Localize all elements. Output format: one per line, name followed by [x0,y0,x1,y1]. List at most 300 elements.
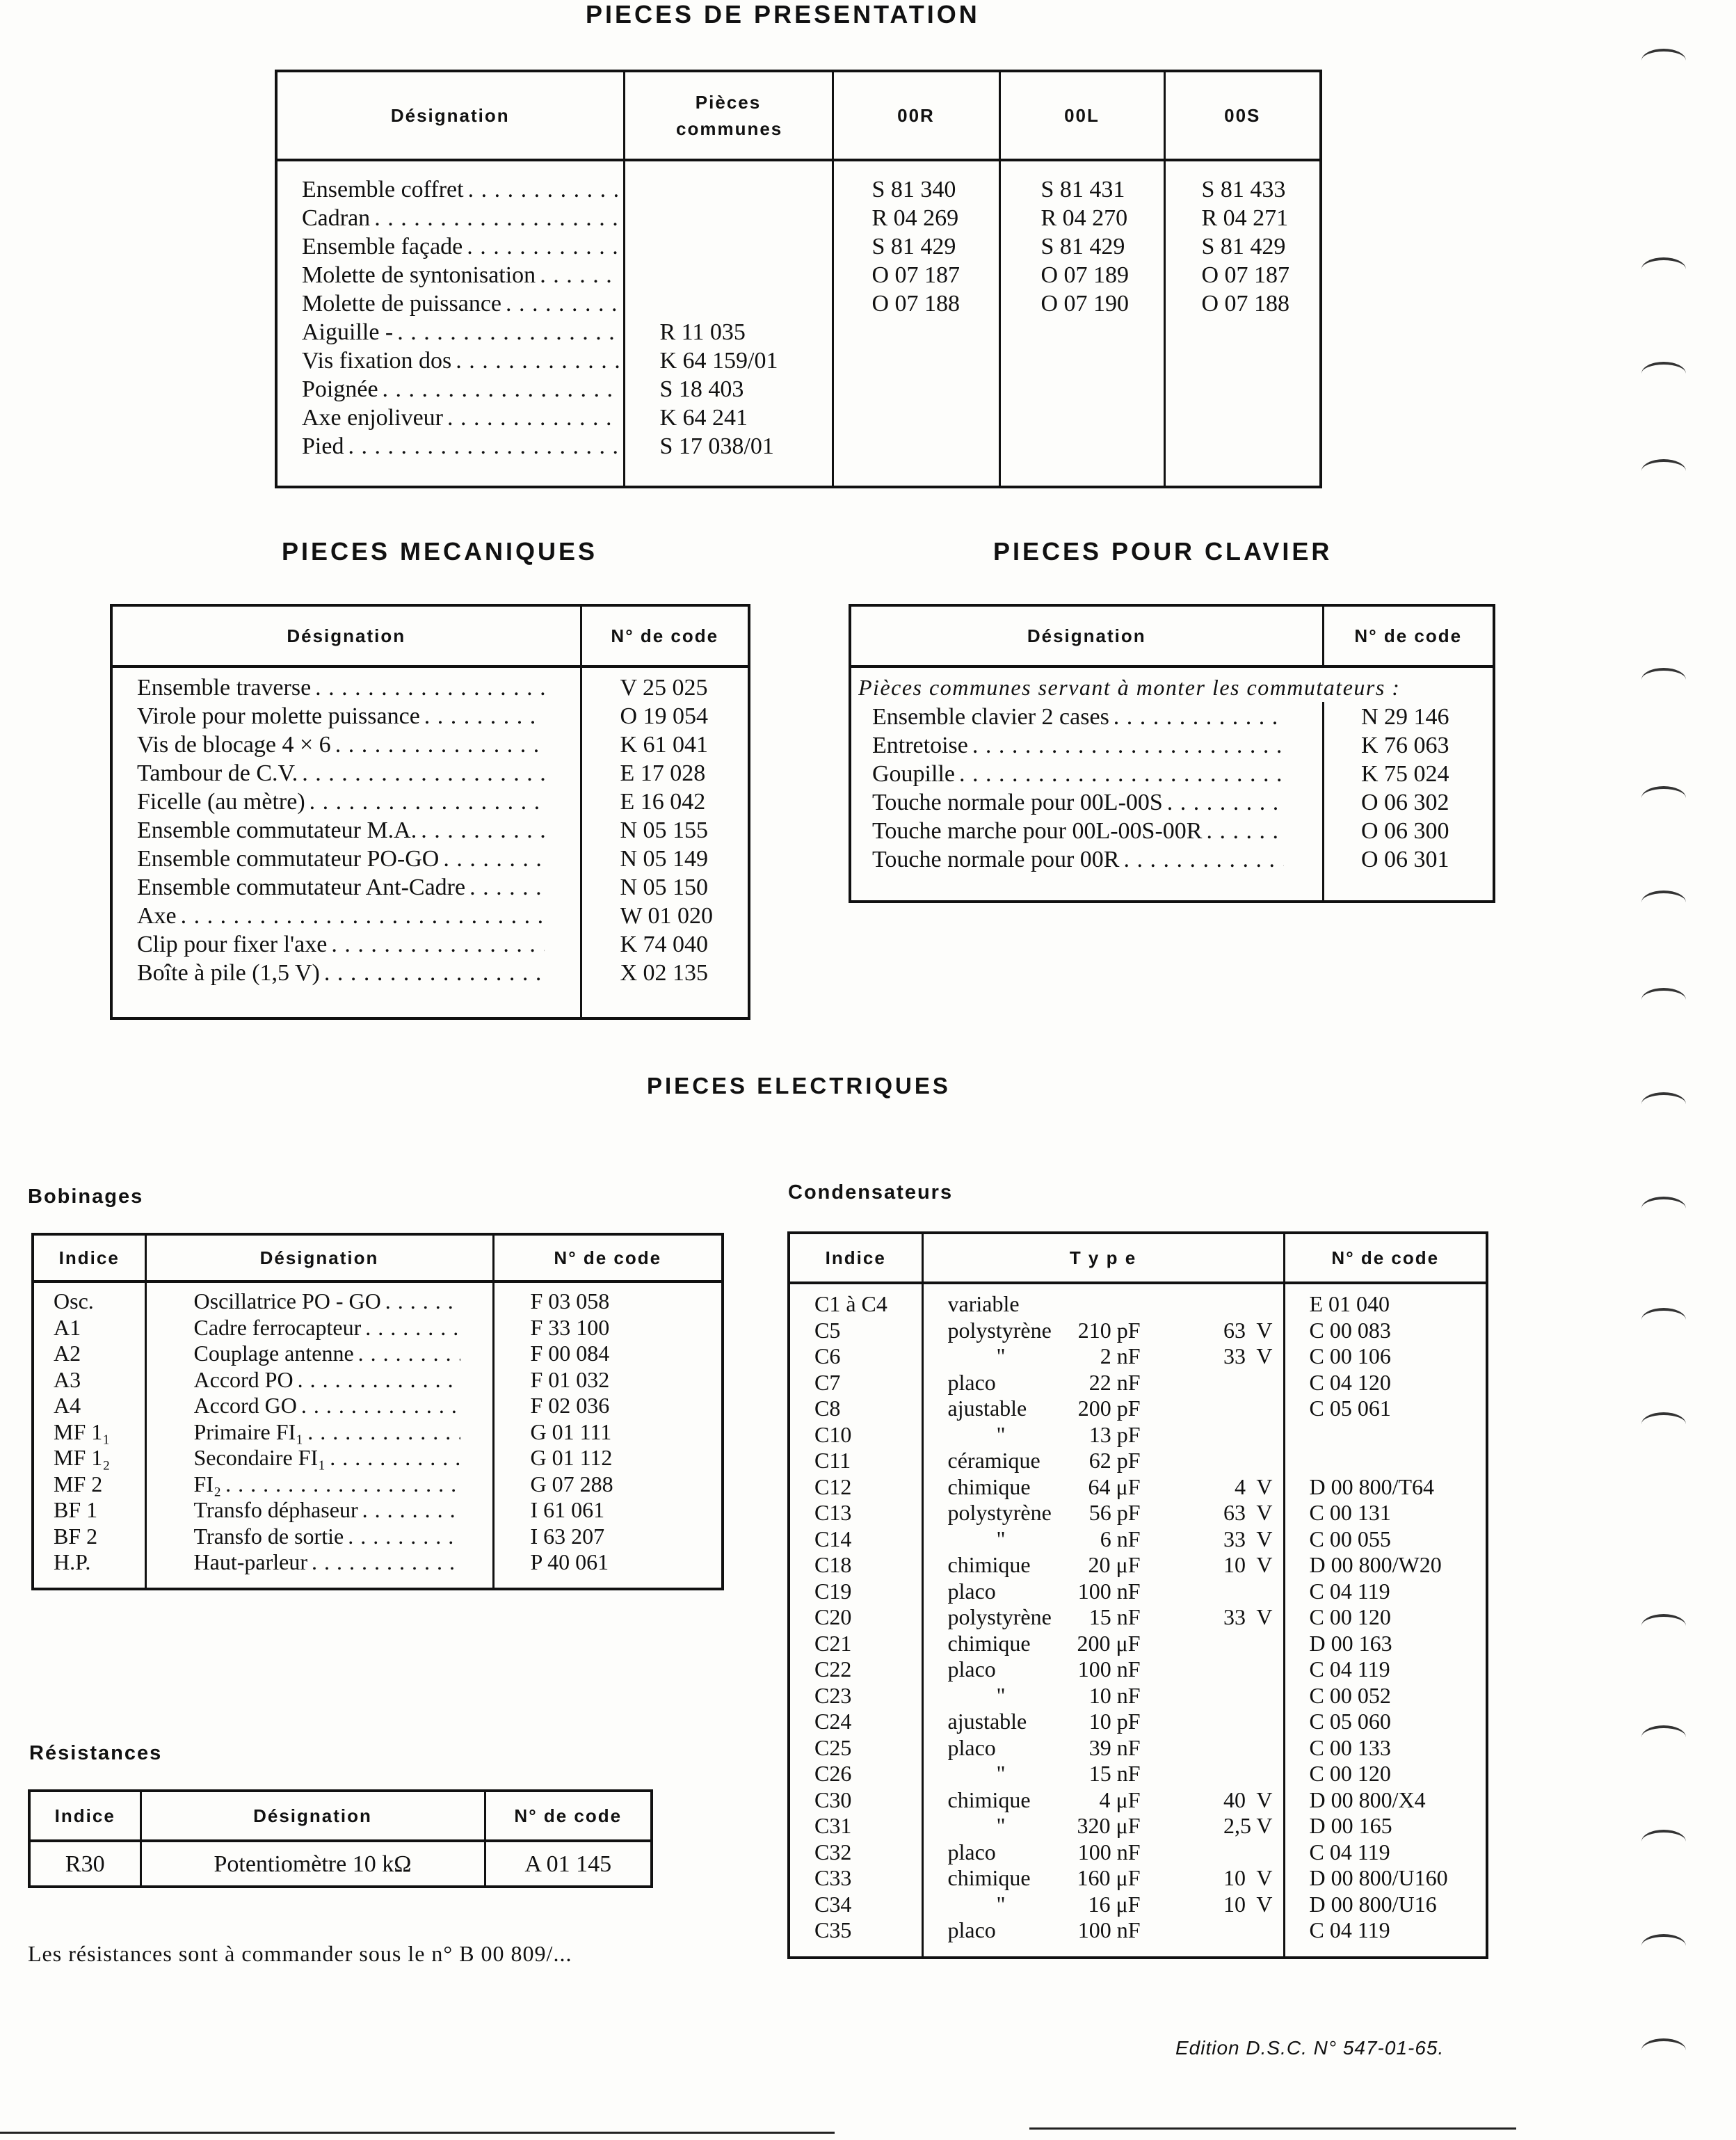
condensateurs-row-indice: C11 [814,1448,851,1473]
mecaniques-row-designation: Virole pour molette puissance . . . [137,702,549,730]
condensateurs-row-type [948,1839,1283,1866]
condensateurs-row-code: D 00 800/T64 [1309,1474,1435,1499]
presentation-row-00r: R 04 269 [871,205,959,231]
bobinages-row-designation: Cadre ferrocapteur . . . [194,1315,465,1341]
mecaniques-table [110,604,750,1020]
presentation-row-communes [660,232,832,261]
condensateurs-row-code: C 04 119 [1309,1839,1390,1864]
condensateur-voltage: 4 V [1234,1474,1273,1499]
presentation-row-00l [1041,404,1164,432]
condensateurs-row-code: C 04 120 [1309,1369,1391,1395]
mecaniques-row-designation: Axe . . . [137,902,549,930]
bobinages-row-designation: Transfo de sortie . . . [194,1524,465,1550]
bobinages-row-indice: Osc. [54,1288,94,1313]
bobinages-row-code: F 00 084 [530,1341,610,1366]
mecaniques-row-code: W 01 020 [620,903,713,929]
condensateurs-row-code: C 00 120 [1309,1604,1391,1629]
condensateurs-row-type [948,1865,1283,1892]
bottom-rule-right [1029,2127,1516,2130]
condensateurs-row-indice: C8 [814,1396,841,1421]
presentation-row-designation: Ensemble façade . . . [302,232,623,261]
resistances-row [29,1841,652,1887]
bobinages-row-designation: Accord GO . . . [194,1393,465,1419]
presentation-row-designation: Molette de syntonisation . . . [302,261,623,289]
condensateur-value: 39 nF [1088,1734,1141,1760]
mecaniques-row-code: V 25 025 [620,675,708,701]
header-type: T y p e [922,1233,1284,1283]
condensateurs-type-col [922,1283,1284,1958]
condensateur-kind: chimique [947,1630,1031,1656]
bottom-rule [0,2132,835,2134]
condensateur-kind: " [996,1891,1006,1917]
punch-hole-mark [1641,786,1686,810]
presentation-row-communes: S 17 038/01 [659,433,774,459]
mecaniques-row-code: K 61 041 [620,732,709,758]
bobinages-row-code: P 40 061 [530,1549,609,1574]
mecaniques-row-designation: Boîte à pile (1,5 V) . . . [137,959,549,987]
mecaniques-row-code: N 05 150 [620,875,709,900]
condensateurs-row-type [948,1892,1283,1918]
mecaniques-row-designation: Ensemble traverse . . . [137,673,549,702]
presentation-row-communes: K 64 159/01 [659,348,778,374]
presentation-row-communes [660,261,832,289]
presentation-row-00l: S 81 429 [1040,234,1125,259]
condensateurs-row-type [948,1709,1283,1735]
presentation-row-00r [872,318,999,346]
clavier-row-code: N 29 146 [1361,704,1449,730]
condensateur-kind: ajustable [947,1709,1027,1734]
condensateur-voltage: 63 V [1223,1317,1273,1343]
condensateur-kind: chimique [947,1787,1031,1812]
condensateurs-row-code [1310,1448,1486,1474]
mecaniques-title: PIECES MECANIQUES [282,537,598,566]
presentation-00s-col [1164,160,1321,487]
mecaniques-row-designation: Vis de blocage 4 × 6 . . . [137,730,549,759]
condensateurs-row-indice: C14 [814,1526,852,1551]
clavier-row-designation: Touche normale pour 00L-00S . . . [872,788,1288,817]
condensateur-kind: chimique [947,1552,1031,1577]
condensateurs-row-indice: C33 [814,1865,852,1890]
condensateurs-row-indice: C32 [814,1839,852,1864]
bobinages-title: Bobinages [28,1185,144,1208]
condensateur-value: 20 μF [1088,1552,1141,1577]
presentation-row-00s [1202,318,1320,346]
bobinages-table [31,1233,724,1590]
condensateur-kind: polystyrène [947,1604,1052,1629]
condensateurs-row-code: D 00 800/X4 [1309,1787,1426,1812]
mecaniques-row-designation: Ensemble commutateur Ant-Cadre . . . [137,873,549,902]
condensateurs-row-indice: C7 [814,1369,841,1395]
header-designation: Désignation [850,605,1323,666]
punch-hole-mark [1641,257,1686,281]
condensateurs-row-type [948,1683,1283,1709]
condensateurs-row-type [948,1813,1283,1839]
condensateurs-row-code: D 00 800/U160 [1309,1865,1448,1890]
condensateurs-row-type [948,1370,1283,1396]
presentation-row-00l: O 07 189 [1040,262,1130,288]
condensateur-voltage: 2,5 V [1223,1813,1273,1838]
resistances-note: Les résistances sont à commander sous le n° B 00 809/... [28,1941,572,1966]
presentation-row-00s: O 07 188 [1201,291,1290,317]
condensateurs-row-type [948,1761,1283,1787]
condensateur-value: 10 nF [1088,1682,1141,1708]
condensateur-kind: " [996,1682,1006,1708]
condensateurs-row-indice: C6 [814,1343,841,1368]
condensateurs-row-type [948,1396,1283,1422]
header-designation: Désignation [111,605,581,666]
condensateur-voltage: 33 V [1223,1526,1273,1551]
condensateur-value: 210 pF [1077,1317,1141,1343]
condensateur-value: 56 pF [1088,1500,1141,1525]
condensateur-value: 15 nF [1088,1761,1141,1786]
presentation-row-communes [660,204,832,232]
clavier-row-code: O 06 300 [1361,818,1449,844]
header-designation: Désignation [145,1234,493,1281]
bobinages-designation-col [145,1281,493,1589]
clavier-row-designation: Touche normale pour 00R . . . [872,845,1288,874]
presentation-row-designation: Ensemble coffret . . . [302,175,623,204]
condensateurs-table [787,1231,1488,1959]
mecaniques-row-code: N 05 155 [620,817,709,843]
bobinages-row-code: F 03 058 [530,1288,610,1313]
condensateurs-row-type [948,1579,1283,1605]
bobinages-row-code: F 02 036 [530,1393,610,1418]
bobinages-row-designation: Secondaire FI₁ . . . [194,1445,465,1471]
presentation-row-00s: S 81 429 [1201,234,1286,259]
bobinages-row-designation: Haut-parleur . . . [194,1549,465,1576]
condensateurs-row-indice: C13 [814,1500,852,1525]
header-designation: Désignation [276,71,624,160]
condensateur-kind: placo [947,1917,996,1942]
bobinages-row-indice: BF 2 [54,1523,98,1549]
presentation-row-00s [1202,346,1320,375]
clavier-row-designation: Ensemble clavier 2 cases . . . [872,703,1288,731]
bobinages-row-indice: BF 1 [54,1497,98,1522]
condensateurs-row-code: C 00 120 [1309,1761,1391,1786]
header-indice: Indice [29,1791,140,1841]
header-communes: Pièces communes [624,71,833,160]
condensateur-value: 10 pF [1088,1709,1141,1734]
condensateurs-row-indice: C10 [814,1421,852,1447]
condensateurs-row-code: D 00 165 [1309,1813,1392,1838]
condensateurs-row-type [948,1291,1283,1318]
bobinages-row-designation: Couplage antenne . . . [194,1341,465,1367]
condensateur-value: 200 μF [1077,1630,1141,1656]
punch-hole-mark [1641,459,1686,483]
condensateur-value: 100 nF [1077,1578,1141,1604]
bobinages-row-indice: H.P. [54,1549,91,1574]
bobinages-row-indice: MF 1₂ [54,1445,111,1470]
resistances-title: Résistances [29,1742,163,1764]
clavier-row-code: O 06 302 [1361,790,1449,815]
condensateurs-row-type [948,1656,1283,1683]
bobinages-row-code: I 63 207 [530,1523,605,1549]
condensateur-kind: " [996,1343,1006,1368]
punch-hole-mark [1641,362,1686,385]
condensateur-value: 160 μF [1077,1865,1141,1890]
condensateurs-row-type [948,1422,1283,1448]
header-indice: Indice [789,1233,922,1283]
condensateurs-row-code: C 00 083 [1309,1317,1391,1343]
resistances-row-indice: R30 [29,1841,140,1887]
condensateurs-row-type [948,1318,1283,1344]
presentation-row-00l [1041,346,1164,375]
header-code: N° de code [1323,605,1494,666]
presentation-title: PIECES DE PRESENTATION [586,0,980,29]
bobinages-row-indice: MF 1₁ [54,1419,111,1444]
presentation-row-communes: S 18 403 [659,376,744,402]
mecaniques-row-code: O 19 054 [620,703,709,729]
mecaniques-row-designation: Tambour de C.V. . . . [137,759,549,788]
clavier-row-designation: Touche marche pour 00L-00S-00R . . . [872,817,1288,845]
presentation-row-00r [872,432,999,461]
condensateur-value: 16 μF [1088,1891,1141,1917]
condensateur-kind: placo [947,1578,996,1604]
condensateurs-code-col [1284,1283,1487,1958]
mecaniques-row-designation: Ensemble commutateur M.A. . . . [137,816,549,845]
condensateurs-indice-col [789,1283,922,1958]
mecaniques-row-code: N 05 149 [620,846,709,872]
header-designation: Désignation [140,1791,485,1841]
mecaniques-row-designation: Ficelle (au mètre) . . . [137,788,549,816]
condensateurs-row-type [948,1787,1283,1814]
presentation-row-00r: S 81 429 [871,234,956,259]
presentation-row-00s [1202,375,1320,404]
header-00l: 00L [999,71,1164,160]
resistances-table [28,1789,653,1888]
bobinages-row-indice: MF 2 [54,1471,103,1496]
condensateurs-row-type [948,1552,1283,1579]
presentation-row-00r: O 07 187 [871,262,961,288]
punch-hole-mark [1641,1614,1686,1638]
condensateur-voltage: 10 V [1223,1552,1273,1577]
condensateurs-row-code: C 04 119 [1309,1656,1390,1682]
condensateurs-row-type [948,1631,1283,1657]
condensateurs-row-indice: C30 [814,1787,852,1812]
condensateurs-row-indice: C18 [814,1552,852,1577]
presentation-row-00r: S 81 340 [871,177,956,202]
condensateurs-row-type [948,1604,1283,1631]
condensateurs-row-code: E 01 040 [1309,1291,1390,1316]
condensateur-kind: chimique [947,1865,1031,1890]
condensateur-kind: " [996,1761,1006,1786]
condensateur-value: 2 nF [1100,1343,1141,1368]
condensateurs-row-indice: C21 [814,1630,852,1656]
condensateurs-row-indice: C22 [814,1656,852,1682]
punch-hole-mark [1641,2038,1686,2062]
condensateurs-row-type [948,1526,1283,1553]
condensateur-value: 4 μF [1099,1787,1141,1812]
presentation-row-communes: R 11 035 [659,319,746,345]
clavier-row-designation: Goupille . . . [872,760,1288,788]
condensateur-kind: variable [947,1291,1020,1316]
condensateur-kind: " [996,1526,1006,1551]
presentation-row-designation: Poignée . . . [302,375,623,404]
condensateurs-row-code: C 00 052 [1309,1682,1391,1708]
punch-hole-mark [1641,1830,1686,1853]
mecaniques-row-designation: Clip pour fixer l'axe . . . [137,930,549,959]
header-00s: 00S [1164,71,1321,160]
presentation-row-00r [872,404,999,432]
mecaniques-row-code: E 16 042 [620,789,706,815]
punch-hole-mark [1641,49,1686,72]
condensateur-value: 64 μF [1088,1474,1141,1499]
mecaniques-row-code: K 74 040 [620,932,709,957]
presentation-row-communes [660,289,832,318]
header-indice: Indice [33,1234,145,1281]
bobinages-row-indice: A3 [54,1366,81,1392]
condensateurs-row-code: C 00 106 [1309,1343,1391,1368]
bobinages-row-code: G 01 112 [530,1445,613,1470]
presentation-row-designation: Pied . . . [302,432,623,461]
condensateurs-row-indice: C23 [814,1682,852,1708]
condensateurs-row-indice: C1 à C4 [814,1291,887,1316]
condensateur-kind: placo [947,1656,996,1682]
condensateurs-row-code: C 04 119 [1309,1578,1390,1604]
presentation-row-00l [1041,432,1164,461]
condensateurs-row-code: D 00 800/U16 [1309,1891,1437,1917]
presentation-row-designation: Aiguille - . . . [302,318,623,346]
presentation-00l-col [999,160,1164,487]
punch-hole-mark [1641,891,1686,914]
clavier-intro: Pièces communes servant à monter les commutateurs : [858,675,1401,700]
condensateur-value: 200 pF [1077,1396,1141,1421]
condensateur-kind: placo [947,1734,996,1760]
edition-note: Edition D.S.C. N° 547-01-65. [1175,2037,1445,2059]
electriques-title: PIECES ELECTRIQUES [647,1073,951,1099]
condensateurs-row-type [948,1474,1283,1501]
presentation-row-designation: Vis fixation dos . . . [302,346,623,375]
condensateur-kind: " [996,1421,1006,1447]
presentation-row-00r: O 07 188 [871,291,961,317]
header-code: N° de code [493,1234,723,1281]
clavier-row-designation: Entretoise . . . [872,731,1288,760]
condensateurs-row-type [948,1448,1283,1474]
bobinages-row-indice: A2 [54,1341,81,1366]
presentation-row-00s [1202,432,1320,461]
bobinages-code-col [493,1281,723,1589]
punch-hole-mark [1641,1092,1686,1116]
header-code: N° de code [581,605,749,666]
condensateurs-row-indice: C19 [814,1578,852,1604]
bobinages-row-code: F 01 032 [530,1366,610,1392]
mecaniques-row-code: E 17 028 [620,760,706,786]
bobinages-row-designation: Primaire FI₁ . . . [194,1419,465,1446]
condensateur-kind: ajustable [947,1396,1027,1421]
clavier-table [849,604,1495,903]
bobinages-row-indice: A1 [54,1314,81,1340]
bobinages-row-designation: Accord PO . . . [194,1367,465,1394]
punch-hole-mark [1641,1197,1686,1220]
bobinages-row-designation: Transfo déphaseur . . . [194,1497,465,1524]
condensateurs-title: Condensateurs [788,1181,954,1204]
punch-hole-mark [1641,988,1686,1012]
clavier-body [850,666,1494,902]
condensateur-kind: " [996,1813,1006,1838]
presentation-row-00s: R 04 271 [1201,205,1289,231]
presentation-row-00r [872,346,999,375]
presentation-row-designation: Axe enjoliveur . . . [302,404,623,432]
clavier-title: PIECES POUR CLAVIER [993,537,1333,566]
condensateurs-row-type [948,1500,1283,1526]
condensateur-value: 15 nF [1088,1604,1141,1629]
condensateurs-row-code: C 00 055 [1309,1526,1391,1551]
mecaniques-row-code: X 02 135 [620,960,709,986]
condensateurs-row-code [1310,1422,1486,1448]
condensateurs-row-indice: C35 [814,1917,852,1942]
condensateur-voltage: 40 V [1223,1787,1273,1812]
presentation-row-00l [1041,375,1164,404]
presentation-row-00s [1202,404,1320,432]
condensateurs-row-type [948,1735,1283,1762]
bobinages-row-code: F 33 100 [530,1314,610,1340]
header-code: N° de code [485,1791,652,1841]
condensateur-voltage: 33 V [1223,1343,1273,1368]
clavier-row-code: K 75 024 [1361,761,1449,787]
punch-hole-mark [1641,1308,1686,1332]
condensateur-value: 320 μF [1077,1813,1141,1838]
mecaniques-code-col [581,666,749,1019]
condensateur-voltage: 10 V [1223,1865,1273,1890]
condensateurs-row-indice: C12 [814,1474,852,1499]
bobinages-row-code: I 61 061 [530,1497,605,1522]
condensateurs-row-type [948,1343,1283,1370]
presentation-row-communes: K 64 241 [659,405,748,431]
mecaniques-designation-col [111,666,581,1019]
punch-hole-mark [1641,668,1686,692]
clavier-row-code: K 76 063 [1361,733,1449,758]
presentation-row-00s: S 81 433 [1201,177,1286,202]
condensateur-kind: placo [947,1839,996,1864]
presentation-row-00r [872,375,999,404]
presentation-row-designation: Cadran . . . [302,204,623,232]
presentation-designation-col [276,160,624,487]
condensateur-value: 62 pF [1088,1448,1141,1473]
condensateur-kind: polystyrène [947,1317,1052,1343]
condensateurs-row-code: C 05 060 [1309,1709,1391,1734]
condensateur-voltage: 63 V [1223,1500,1273,1525]
condensateurs-row-indice: C25 [814,1734,852,1760]
punch-hole-mark [1641,1725,1686,1749]
bobinages-indice-col [33,1281,145,1589]
condensateur-kind: céramique [947,1448,1040,1473]
condensateurs-row-code: C 05 061 [1309,1396,1391,1421]
condensateurs-row-code: D 00 163 [1309,1630,1392,1656]
condensateur-value: 100 nF [1077,1917,1141,1942]
presentation-communes-col [624,160,833,487]
condensateur-kind: placo [947,1369,996,1395]
header-00r: 00R [833,71,999,160]
condensateur-kind: chimique [947,1474,1031,1499]
presentation-row-00l [1041,318,1164,346]
condensateurs-row-indice: C26 [814,1761,852,1786]
resistances-row-designation: Potentiomètre 10 kΩ [140,1841,485,1887]
condensateur-value: 6 nF [1100,1526,1141,1551]
presentation-row-00l: R 04 270 [1040,205,1128,231]
condensateur-value: 22 nF [1088,1369,1141,1395]
condensateurs-row-indice: C34 [814,1891,852,1917]
condensateur-voltage: 10 V [1223,1891,1273,1917]
condensateurs-row-indice: C24 [814,1709,852,1734]
presentation-row-communes [660,175,832,204]
condensateur-value: 100 nF [1077,1656,1141,1682]
condensateurs-row-code: C 00 131 [1309,1500,1391,1525]
presentation-row-00l: S 81 431 [1040,177,1125,202]
presentation-row-designation: Molette de puissance . . . [302,289,623,318]
condensateurs-row-indice: C20 [814,1604,852,1629]
resistances-row-code: A 01 145 [485,1841,652,1887]
mecaniques-row-designation: Ensemble commutateur PO-GO . . . [137,845,549,873]
